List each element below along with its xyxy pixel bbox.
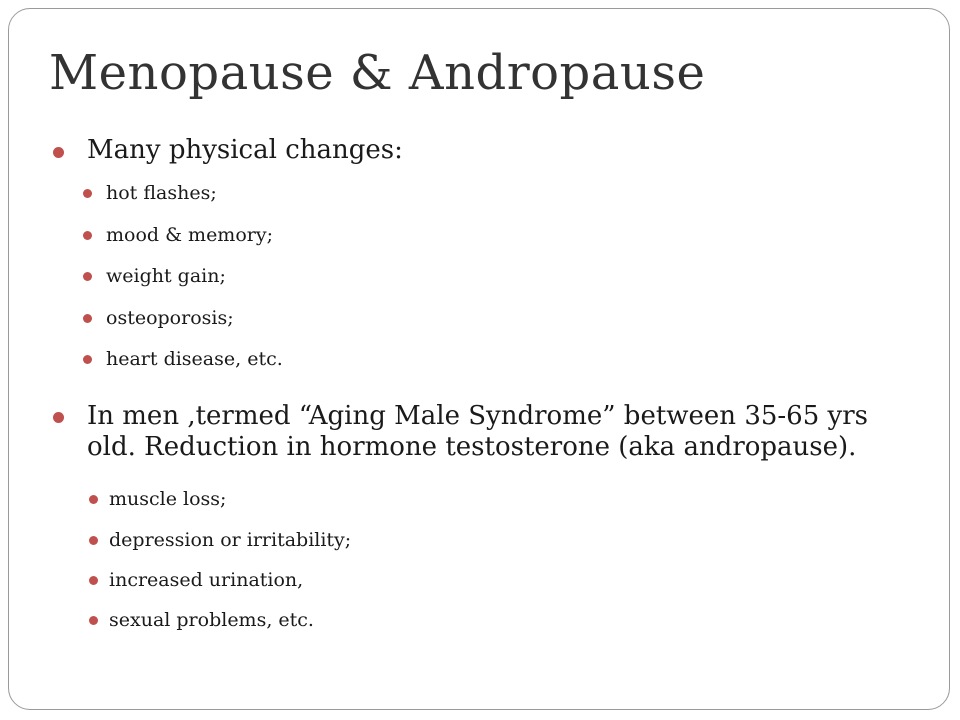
bullet-marker-icon [83, 272, 92, 281]
sub-bullet-1-2: mood & memory; [106, 224, 273, 246]
sub-bullet-2-4: sexual problems, etc. [109, 609, 314, 631]
bullet-marker-icon [89, 576, 98, 585]
bullet-marker-icon [89, 616, 98, 625]
bullet-marker-icon [83, 231, 92, 240]
bullet-main-1: Many physical changes: [87, 135, 403, 165]
bullet-main-2: In men ,termed “Aging Male Syndrome” between 35-65 yrs old. Reduction in hormone testosterone (aka andropause). [87, 401, 868, 462]
sub-bullet-2-3: increased urination, [109, 569, 304, 591]
sub-bullet-1-1: hot flashes; [106, 182, 217, 204]
sub-bullet-1-3: weight gain; [106, 265, 226, 287]
bullet-marker-icon [53, 412, 64, 423]
bullet-marker-icon [83, 355, 92, 364]
bullet-marker-icon [53, 147, 64, 158]
sub-bullet-2-1: muscle loss; [109, 488, 227, 510]
sub-bullet-2-2: depression or irritability; [109, 529, 352, 551]
bullet-marker-icon [83, 189, 92, 198]
slide [8, 8, 950, 710]
bullet-marker-icon [83, 314, 92, 323]
sub-bullet-1-5: heart disease, etc. [106, 348, 283, 370]
sub-bullet-1-4: osteoporosis; [106, 307, 234, 329]
bullet-marker-icon [89, 495, 98, 504]
slide-title: Menopause & Andropause [49, 45, 706, 101]
bullet-marker-icon [89, 536, 98, 545]
